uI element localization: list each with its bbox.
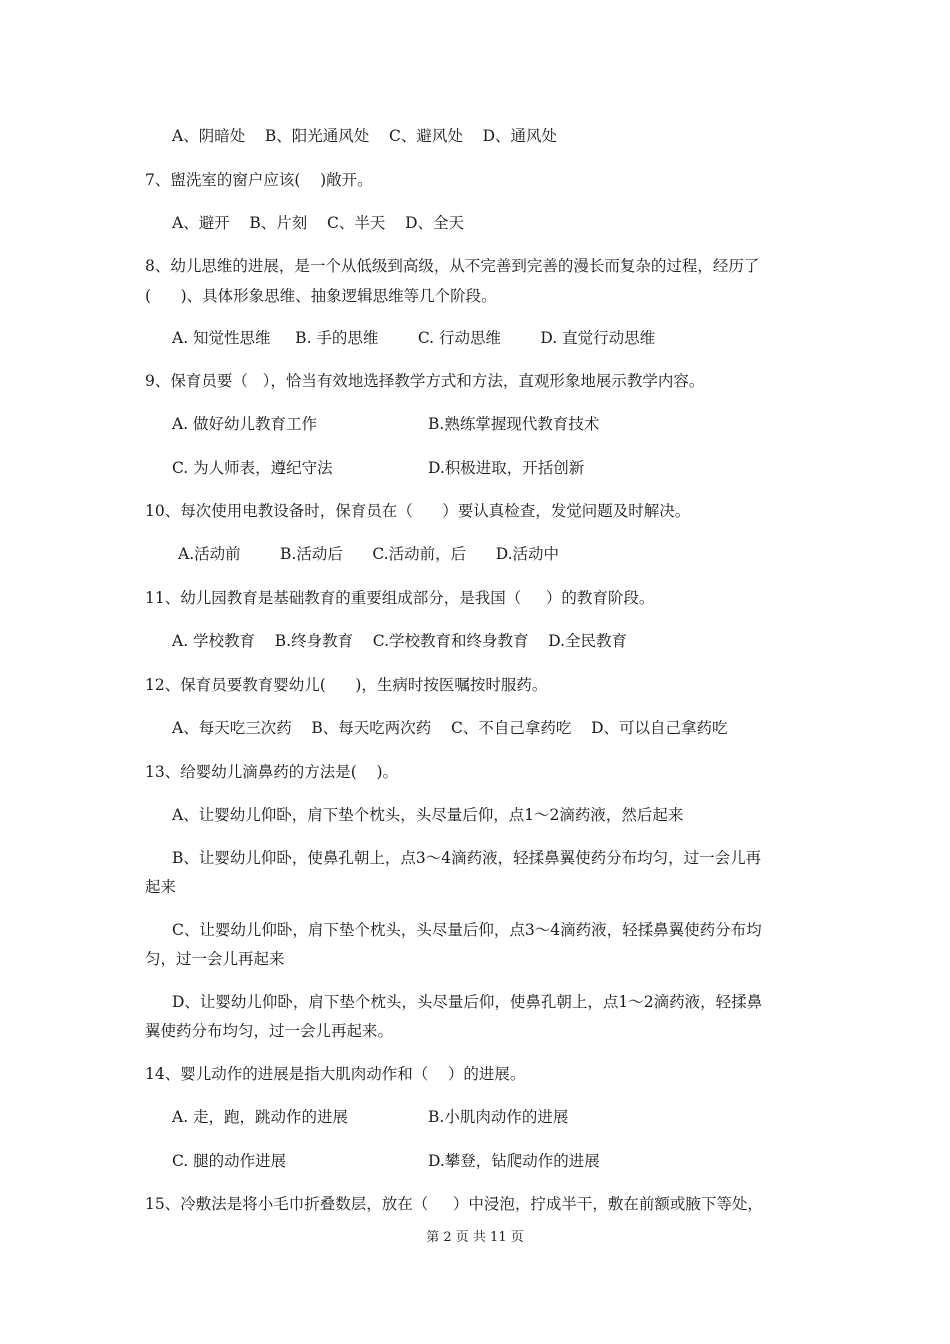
question-8-continued: ( )、具体形象思维、抽象逻辑思维等几个阶段。 xyxy=(145,287,497,305)
q13-option-b-continued: 起来 xyxy=(145,878,177,896)
q13-option-d-continued: 翼使药分布均匀，过一会儿再起来。 xyxy=(145,1022,394,1040)
q7-options: A、避开 B、片刻 C、半天 D、全天 xyxy=(172,214,464,232)
q13-option-d: D、让婴幼儿仰卧，肩下垫个枕头，头尽量后仰，使鼻孔朝上，点1～2滴药液，轻揉鼻 xyxy=(172,993,763,1011)
q13-option-c-continued: 匀，过一会儿再起来 xyxy=(145,950,285,968)
q6-options: A、阴暗处 B、阳光通风处 C、避风处 D、通风处 xyxy=(172,127,557,145)
question-10: 10、每次使用电教设备时，保育员在（ ）要认真检查，发觉问题及时解决。 xyxy=(145,502,691,520)
question-13: 13、给婴幼儿滴鼻药的方法是( )。 xyxy=(145,763,399,781)
q13-option-b: B、让婴幼儿仰卧，使鼻孔朝上，点3～4滴药液，轻揉鼻翼使药分布均匀，过一会儿再 xyxy=(172,849,762,867)
question-15: 15、冷敷法是将小毛巾折叠数层，放在（ ）中浸泡，拧成半干，敷在前额或腋下等处， xyxy=(145,1195,763,1213)
q14-option-c: C. 腿的动作进展 xyxy=(172,1152,287,1170)
q13-option-c: C、让婴幼儿仰卧，肩下垫个枕头，头尽量后仰，点3～4滴药液，轻揉鼻翼使药分布均 xyxy=(172,921,762,939)
question-7: 7、盥洗室的窗户应该( )敞开。 xyxy=(145,171,373,189)
q12-options: A、每天吃三次药 B、每天吃两次药 C、不自己拿药吃 D、可以自己拿药吃 xyxy=(172,719,728,737)
question-11: 11、幼儿园教育是基础教育的重要组成部分，是我国（ ）的教育阶段。 xyxy=(145,589,655,607)
q9-option-d: D.积极进取，开括创新 xyxy=(428,459,585,477)
page-footer: 第 2 页 共 11 页 xyxy=(426,1230,524,1245)
q14-option-d: D.攀登，钻爬动作的进展 xyxy=(428,1152,600,1170)
q9-option-a: A. 做好幼儿教育工作 xyxy=(172,415,318,433)
question-9: 9、保育员要（ ），恰当有效地选择教学方式和方法，直观形象地展示教学内容。 xyxy=(145,372,705,390)
q11-options: A. 学校教育 B.终身教育 C.学校教育和终身教育 D.全民教育 xyxy=(172,632,628,650)
q14-option-b: B.小肌肉动作的进展 xyxy=(428,1108,569,1126)
q8-options: A. 知觉性思维 B. 手的思维 C. 行动思维 D. 直觉行动思维 xyxy=(172,329,656,347)
question-12: 12、保育员要教育婴幼儿( )，生病时按医嘱按时服药。 xyxy=(145,676,548,694)
q10-options: A.活动前 B.活动后 C.活动前，后 D.活动中 xyxy=(178,545,560,563)
q9-option-c: C. 为人师表，遵纪守法 xyxy=(172,459,333,477)
q13-option-a: A、让婴幼儿仰卧，肩下垫个枕头，头尽量后仰，点1～2滴药液，然后起来 xyxy=(172,806,684,824)
q9-option-b: B.熟练掌握现代教育技术 xyxy=(428,415,600,433)
question-8: 8、幼儿思维的进展，是一个从低级到高级，从不完善到完善的漫长而复杂的过程，经历了 xyxy=(145,257,760,275)
question-14: 14、婴儿动作的进展是指大肌肉动作和（ ）的进展。 xyxy=(145,1065,526,1083)
q14-option-a: A. 走，跑，跳动作的进展 xyxy=(172,1108,349,1126)
